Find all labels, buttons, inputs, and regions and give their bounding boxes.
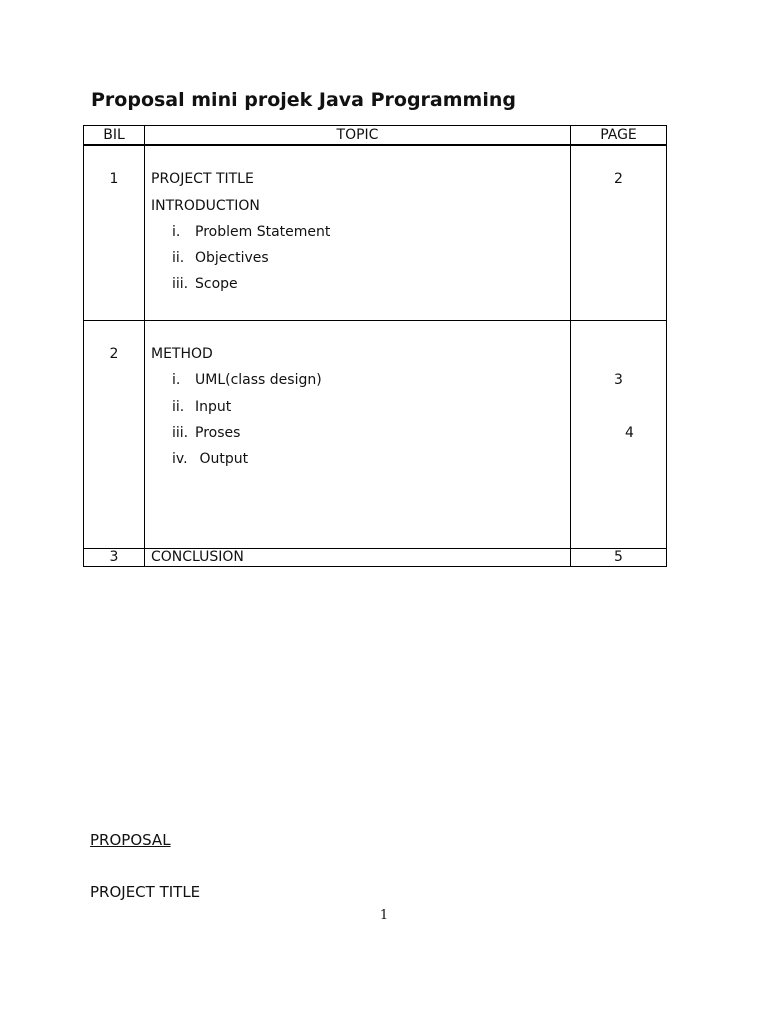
document-title: Proposal mini projek Java Programming [91, 89, 516, 111]
page-ref: 4 [625, 425, 634, 441]
subitem-number: ii. [172, 399, 185, 415]
header-topic: TOPIC [145, 126, 571, 146]
row-topic [145, 321, 571, 549]
table-row [84, 145, 667, 321]
subitem-text: Proses [195, 425, 241, 441]
project-title-heading: PROJECT TITLE [90, 883, 201, 901]
subitem [172, 425, 240, 441]
topic-item: INTRODUCTION [151, 198, 260, 214]
page-number: 1 [379, 908, 389, 923]
bil-number: 1 [109, 171, 119, 187]
subitem [172, 451, 248, 467]
table-row [84, 321, 667, 549]
subitem-number: i. [172, 372, 181, 388]
subitem-number: ii. [172, 250, 185, 266]
table-row [84, 549, 667, 567]
table-of-contents [83, 125, 667, 567]
row-page [571, 321, 667, 549]
subitem-text: Output [195, 451, 249, 467]
row-bil [84, 321, 145, 549]
subitem [172, 276, 238, 292]
subitem-number: iii. [172, 425, 189, 441]
subitem-number: iii. [172, 276, 189, 292]
row-page [571, 145, 667, 321]
topic-item: PROJECT TITLE [151, 171, 254, 187]
row-bil [84, 145, 145, 321]
subitem-number: iv. [172, 451, 188, 467]
page-ref: 2 [614, 171, 623, 187]
subitem-number: i. [172, 224, 181, 240]
subitem [172, 224, 330, 240]
subitem-text: Objectives [195, 250, 269, 266]
subitem [172, 250, 269, 266]
proposal-heading: PROPOSAL [90, 831, 171, 849]
row-topic [145, 145, 571, 321]
header-bil: BIL [84, 126, 145, 146]
row-page: 5 [571, 549, 667, 567]
subitem [172, 372, 322, 388]
row-bil: 3 [84, 549, 145, 567]
row-topic: CONCLUSION [145, 549, 571, 567]
bil-number: 2 [109, 346, 119, 362]
subitem-text: Scope [195, 276, 238, 292]
header-page: PAGE [571, 126, 667, 146]
subitem-text: Problem Statement [195, 224, 331, 240]
topic-item: METHOD [151, 346, 213, 362]
page-ref: 3 [614, 372, 623, 388]
subitem-text: Input [195, 399, 232, 415]
table-header-row [84, 126, 667, 146]
subitem-text: UML(class design) [195, 372, 322, 388]
subitem [172, 399, 231, 415]
